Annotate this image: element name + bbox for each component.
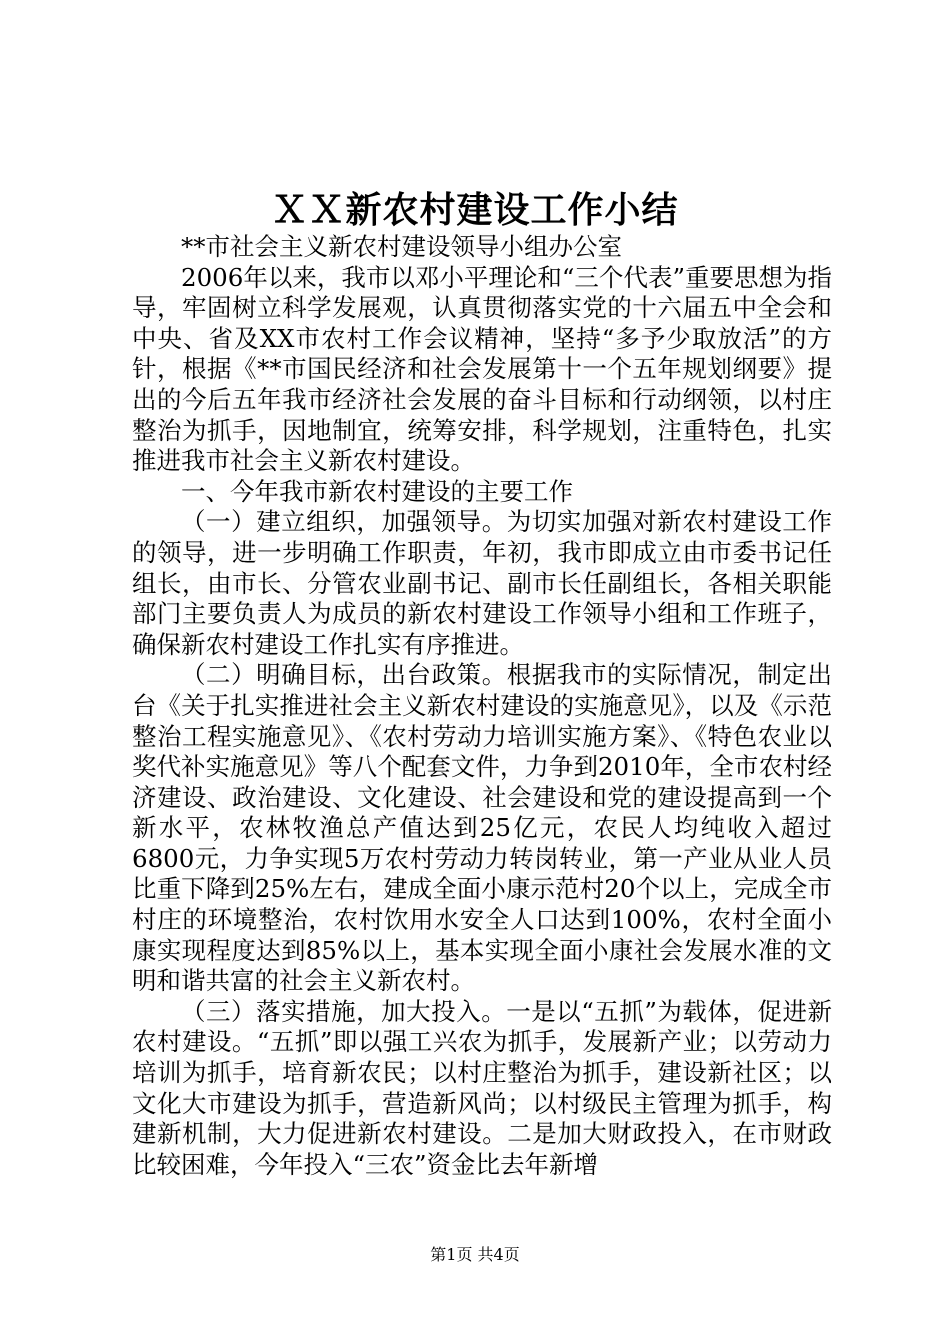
page-footer: 第1页 共4页 [430, 1245, 520, 1264]
document-body [132, 232, 832, 1180]
document-title: ＸＸ新农村建设工作小结 [271, 189, 679, 231]
paragraph: （一）建立组织，加强领导。为切实加强对新农村建设工作的领导，进一步明确工作职责，年初，我市即成立由市委书记任组长，由市长、分管农业副书记、副市长任副组长，各相关职能部门主要负责人为成员的新农村建设工作领导小组和工作班子，确保新农村建设工作扎实有序推进。 [132, 507, 832, 659]
author-line: **市社会主义新农村建设领导小组办公室 [181, 232, 622, 261]
paragraph: （二）明确目标，出台政策。根据我市的实际情况，制定出台《关于扎实推进社会主义新农村建设的实施意见》，以及《示范整治工程实施意见》、《农村劳动力培训实施方案》、《特色农业以奖代补实施意见》等八个配套文件，力争到2010年，全市农村经济建设、政治建设、文化建设、社会建设和党的建设提高到一个新水平，农林牧渔总产值达到25亿元，农民人均纯收入超过6800元，力争实现5万农村劳动力转岗转业，第一产业从业人员比重下降到25%左右，建成全面小康示范村20个以上，完成全市村庄的环境整治，农村饮用水安全人口达到100%，农村全面小康实现程度达到85%以上，基本实现全面小康社会发展水准的文明和谐共富的社会主义新农村。 [132, 660, 832, 996]
paragraph: （三）落实措施，加大投入。一是以“五抓”为载体，促进新农村建设。“五抓”即以强工兴农为抓手，发展新产业；以劳动力培训为抓手，培育新农民；以村庄整治为抓手，建设新社区；以文化大市建设为抓手，营造新风尚；以村级民主管理为抓手，构建新机制，大力促进新农村建设。二是加大财政投入，在市财政比较困难，今年投入“三农”资金比去年新增 [132, 996, 832, 1179]
section-heading: 一、今年我市新农村建设的主要工作 [181, 476, 573, 506]
paragraph: 2006年以来，我市以邓小平理论和“三个代表”重要思想为指导，牢固树立科学发展观，认真贯彻落实党的十六届五中全会和中央、省及XX市农村工作会议精神，坚持“多予少取放活”的方针，根据《**市国民经济和社会发展第十一个五年规划纲要》提出的今后五年我市经济社会发展的奋斗目标和行动纲领，以村庄整治为抓手，因地制宜，统筹安排，科学规划，注重特色，扎实推进我市社会主义新农村建设。 [132, 262, 832, 476]
